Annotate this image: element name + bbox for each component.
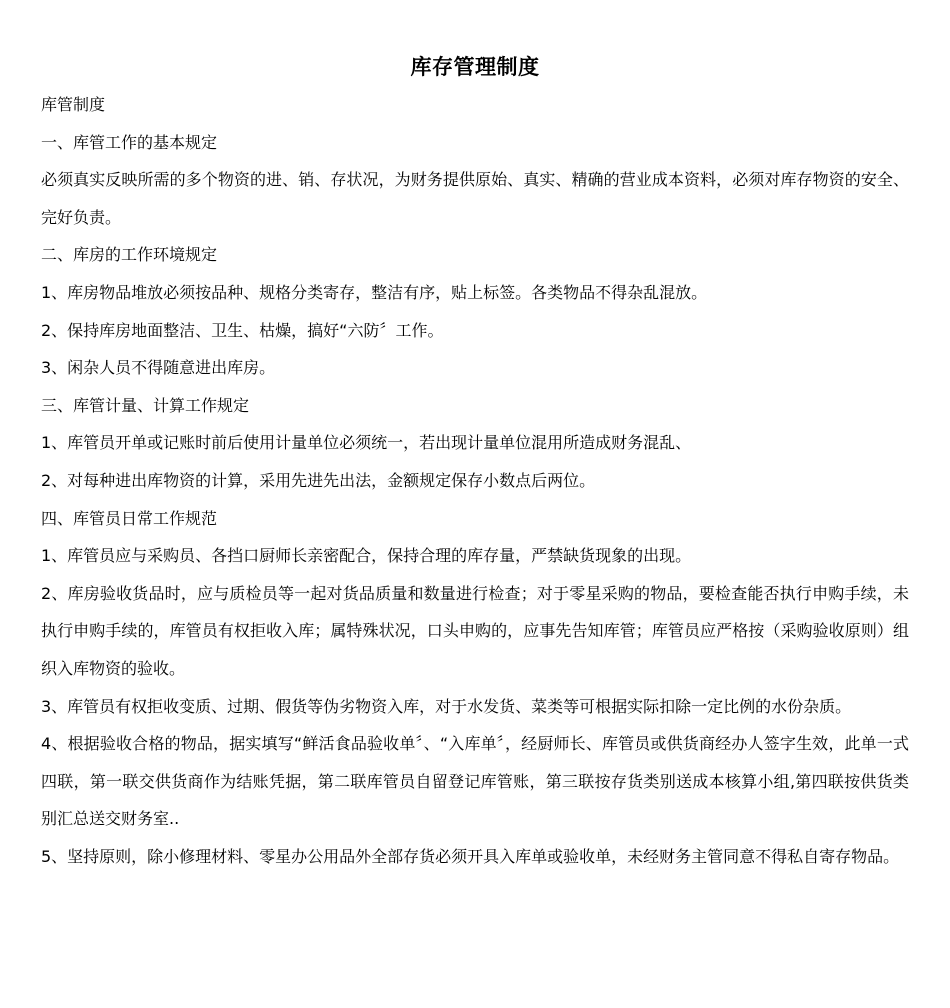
paragraph-15: 4、根据验收合格的物品，据实填写“鲜活食品验收单〞、“入库单〞，经厨师长、库管员或供货商经办人签字生效，此单一式四联，第一联交供货商作为结账凭据，第二联库管员自留登记库管账，第三联按存货类别送成本核算小组,第四联按供货类别汇总送交财务室.. <box>41 734 909 829</box>
paragraph-1: 库管制度 <box>41 95 106 114</box>
paragraph-2: 一、库管工作的基本规定 <box>41 132 218 152</box>
paragraph-11: 四、库管员日常工作规范 <box>41 508 218 528</box>
paragraph-9: 1、库管员开单或记账时前后使用计量单位必须统一，若出现计量单位混用所造成财务混乱、 <box>41 433 692 453</box>
document-title: 库存管理制度 <box>410 55 540 79</box>
paragraph-10: 2、对每种进出库物资的计算，采用先进先出法，金额规定保存小数点后两位。 <box>41 470 596 490</box>
paragraph-3: 必须真实反映所需的多个物资的进、销、存状况，为财务提供原始、真实、精确的营业成本资料，必须对库存物资的安全、完好负责。 <box>41 170 909 227</box>
document-page <box>41 48 909 875</box>
paragraph-7: 3、闲杂人员不得随意进出库房。 <box>41 358 276 378</box>
paragraph-6: 2、保持库房地面整洁、卫生、枯燥，搞好“六防〞工作。 <box>41 320 444 340</box>
paragraph-12: 1、库管员应与采购员、各挡口厨师长亲密配合，保持合理的库存量，严禁缺货现象的出现。 <box>41 546 692 566</box>
paragraph-13: 2、库房验收货品时，应与质检员等一起对货品质量和数量进行检查；对于零星采购的物品，要检查能否执行申购手续，未执行申购手续的，库管员有权拒收入库；属特殊状况，口头申购的，应事先告知库管；库管员应严格按（采购验收原则）组织入库物资的验收。 <box>41 583 909 678</box>
paragraph-8: 三、库管计量、计算工作规定 <box>41 395 250 415</box>
paragraph-16: 5、坚持原则，除小修理材料、零星办公用品外全部存货必须开具入库单或验收单，未经财务主管同意不得私自寄存物品。 <box>41 846 900 866</box>
paragraph-5: 1、库房物品堆放必须按品种、规格分类寄存，整洁有序，贴上标签。各类物品不得杂乱混放。 <box>41 282 708 302</box>
paragraph-4: 二、库房的工作环境规定 <box>41 245 218 265</box>
paragraph-14: 3、库管员有权拒收变质、过期、假货等伪劣物资入库，对于水发货、菜类等可根据实际扣除一定比例的水份杂质。 <box>41 696 852 716</box>
